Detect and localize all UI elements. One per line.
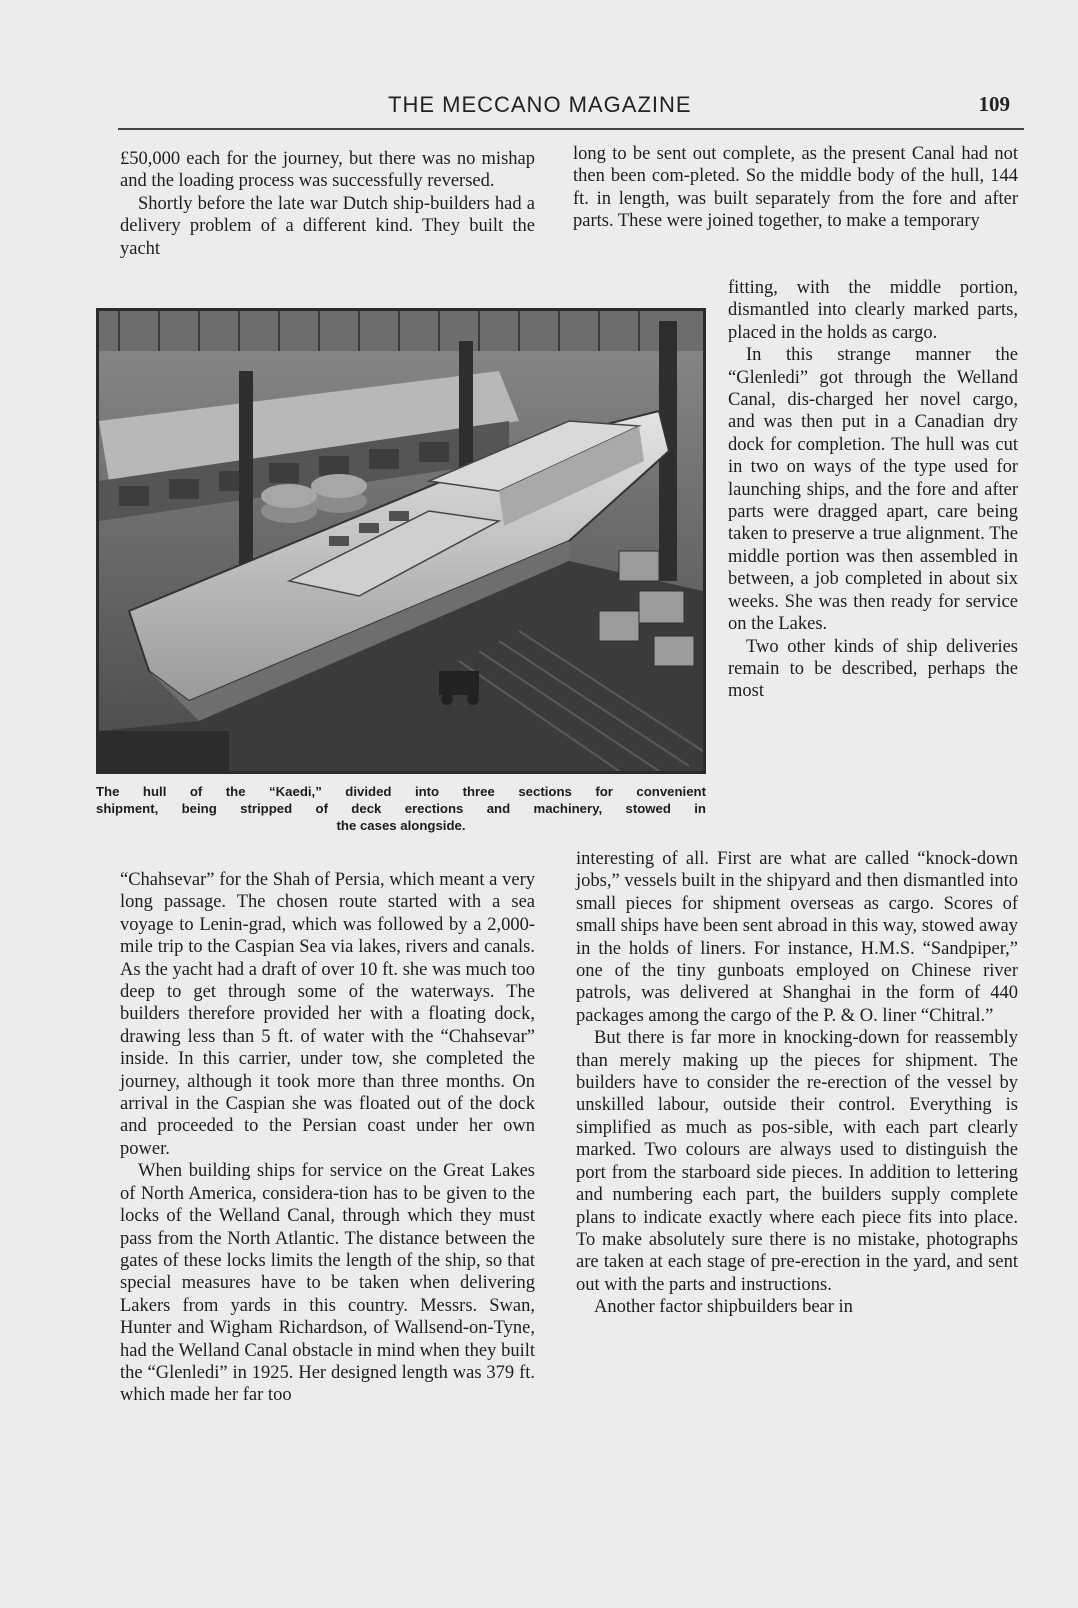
page-header: [120, 92, 1020, 122]
paragraph: fitting, with the middle portion, dismantled into clearly marked parts, placed in the holds as cargo.: [728, 278, 1018, 343]
photo-caption: [96, 783, 706, 834]
paragraph: But there is far more in knocking-down for reassembly than merely making up the pieces for shipment. The builders have to consider the re-erection of the vessel by unskilled labour, outside their control. Everything is simplified as much as pos-sible, with each part clearly marked. Two colours are always used to distinguish the port from the starboard side pieces. In addition to lettering and numbering each part, the builders supply complete plans to indicate exactly where each piece fits into place. To make absolutely sure there is no mistake, photographs are taken at each stage of pre-erection in the yard, and sent out with the parts and instructions.: [576, 1028, 1018, 1295]
ship-hull-illustration: [99, 311, 703, 771]
right-column-top: [573, 143, 1018, 233]
caption-line: The hull of the “Kaedi,” divided into three sections for convenient: [96, 784, 706, 799]
paragraph: Another factor shipbuilders bear in: [594, 1297, 853, 1318]
paragraph: Shortly before the late war Dutch ship-builders had a delivery problem of a different kind. They built the yacht: [120, 193, 535, 259]
paragraph: Two other kinds of ship deliveries remain to be described, perhaps the most: [728, 636, 1018, 702]
paragraph: “Chahsevar” for the Shah of Persia, which meant a very long passage. The chosen route started with a sea voyage to Lenin-grad, which was followed by a 2,000-mile trip to the Caspian Sea via lakes, rivers and canals. As the yacht had a draft of over 10 ft. she was much too deep to get through some of the waterways. The builders therefore provided her with a floating dock, drawing less than 5 ft. of water with the “Chahsevar” inside. In this carrier, under tow, she completed the journey, although it took more than three months. On arrival in the Caspian she was floated out of the dock and proceeded to the Persian coast under her own power.: [120, 870, 535, 1159]
ship-hull-photo: [96, 308, 706, 774]
paragraph: long to be sent out complete, as the present Canal had not then been com-pleted. So the middle body of the hull, 144 ft. in length, was built separately from the fore and after parts. These were joined together, to make a temporary: [573, 144, 1018, 232]
paragraph: In this strange manner the “Glenledi” got through the Welland Canal, dis-charged her novel cargo, and was then put in a Canadian dry dock for completion. The hull was cut in two on ways of the type used for launching ships, and the fore and after parts were dragged apart, care being taken to preserve a true alignment. The middle portion was then assembled in between, a job completed in about six weeks. She was then ready for service on the Lakes.: [728, 345, 1018, 635]
paragraph: £50,000 each for the journey, but there was no mishap and the loading process was successfully reversed.: [120, 149, 535, 192]
paragraph: When building ships for service on the Great Lakes of North America, considera-tion has to be given to the locks of the Welland Canal, through which they must pass from the North Atlantic. The distance between the gates of these locks limits the length of the ship, so that special measures have to be taken when delivering Lakers from yards in this country. Messrs. Swan, Hunter and Wigham Richardson, of Wallsend-on-Tyne, had the Welland Canal obstacle in mind when they built the “Glenledi” in 1925. Her designed length was 379 ft. which made her far too: [120, 1161, 535, 1406]
header-rule: [118, 128, 1024, 130]
left-column-top: [120, 148, 535, 260]
caption-line: shipment, being stripped of deck erections and machinery, stowed in: [96, 801, 706, 816]
right-column-narrow: [728, 277, 1018, 703]
right-column-bottom: [576, 848, 1018, 1319]
paragraph: interesting of all. First are what are called “knock-down jobs,” vessels built in the shipyard and then dismantled into small pieces for shipment overseas as cargo. Scores of small ships have been sent abroad in this way, stowed away in the holds of liners. For instance, H.M.S. “Sandpiper,” one of the tiny gunboats employed on Chinese river patrols, was delivered at Shanghai in the form of 440 packages among the cargo of the P. & O. liner “Chitral.”: [576, 849, 1018, 1026]
magazine-title: THE MECCANO MAGAZINE: [388, 92, 692, 117]
caption-line: the cases alongside.: [336, 818, 466, 833]
page-number: 109: [978, 92, 1010, 116]
left-column-bottom: [120, 869, 535, 1407]
